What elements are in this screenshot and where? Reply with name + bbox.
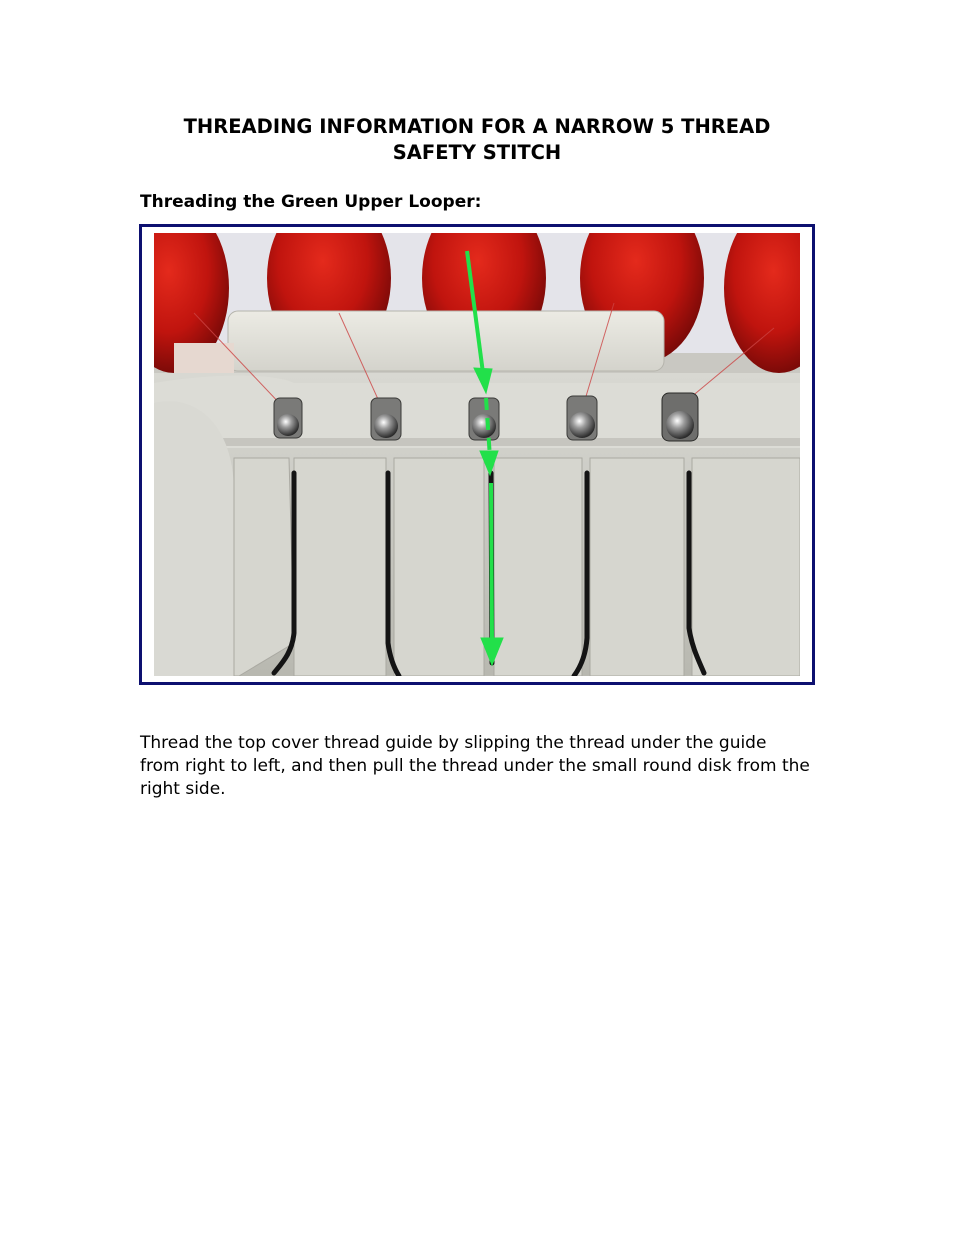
serger-thread-guides-photo xyxy=(154,233,800,676)
photo-frame xyxy=(139,224,815,685)
document-title xyxy=(140,114,814,166)
photo-illustration xyxy=(154,233,800,676)
title-line-2: SAFETY STITCH xyxy=(392,141,562,164)
instruction-paragraph: Thread the top cover thread guide by slipping the thread under the guide from right to left, and then pull the thread under the small round disk from the right side. xyxy=(140,733,810,799)
section-heading: Threading the Green Upper Looper: xyxy=(140,192,482,212)
title-line-1: THREADING INFORMATION FOR A NARROW 5 THREAD xyxy=(183,115,771,138)
